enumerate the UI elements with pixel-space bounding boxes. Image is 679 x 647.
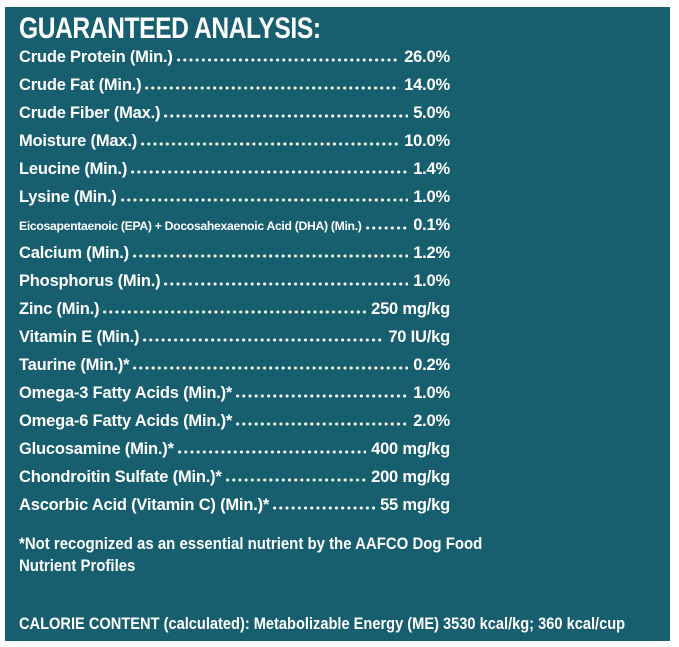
dot-leader [236, 394, 408, 398]
row-value: 1.4% [413, 160, 450, 178]
dot-leader [177, 58, 400, 62]
row-value: 400 mg/kg [371, 440, 450, 458]
row-label: Crude Fiber (Max.) [19, 104, 161, 122]
row-label: Vitamin E (Min.) [19, 328, 140, 346]
row-value: 250 mg/kg [371, 300, 450, 318]
dot-leader [145, 86, 399, 90]
dot-leader [143, 338, 383, 342]
analysis-row [19, 216, 450, 244]
analysis-row [19, 48, 450, 76]
analysis-row [19, 356, 450, 384]
analysis-row [19, 132, 450, 160]
dot-leader [273, 506, 375, 510]
analysis-row [19, 244, 450, 272]
dot-leader [178, 450, 366, 454]
row-value: 1.0% [413, 384, 450, 402]
analysis-row [19, 104, 450, 132]
footnote [19, 533, 592, 576]
row-label: Eicosapentaenoic (EPA) + Docosahexaenoic Acid (DHA) (Min.) [19, 219, 362, 233]
analysis-row [19, 300, 450, 328]
analysis-row [19, 188, 450, 216]
row-label: Leucine (Min.) [19, 160, 128, 178]
dot-leader [131, 170, 408, 174]
dot-leader [103, 310, 366, 314]
dot-leader [141, 142, 399, 146]
dot-leader [164, 282, 408, 286]
row-value: 70 IU/kg [388, 328, 450, 346]
row-value: 1.2% [413, 244, 450, 262]
analysis-row [19, 272, 450, 300]
row-value: 1.0% [413, 272, 450, 290]
row-value: 55 mg/kg [380, 496, 450, 514]
row-value: 2.0% [413, 412, 450, 430]
label-panel [5, 7, 670, 641]
row-value: 26.0% [404, 48, 450, 66]
analysis-row [19, 384, 450, 412]
analysis-row [19, 76, 450, 104]
section-title: GUARANTEED ANALYSIS: [19, 12, 321, 45]
row-label: Ascorbic Acid (Vitamin C) (Min.)* [19, 496, 270, 514]
dot-leader [121, 198, 409, 202]
analysis-row [19, 440, 450, 468]
analysis-rows [19, 48, 450, 524]
row-label: Chondroitin Sulfate (Min.)* [19, 468, 222, 486]
row-label: Omega-3 Fatty Acids (Min.)* [19, 384, 233, 402]
row-value: 0.1% [413, 216, 450, 234]
dot-leader [164, 114, 408, 118]
dot-leader [133, 366, 408, 370]
panel-inner [5, 7, 670, 576]
dot-leader [133, 254, 408, 258]
row-label: Calcium (Min.) [19, 244, 129, 262]
row-value: 200 mg/kg [371, 468, 450, 486]
row-label: Taurine (Min.)* [19, 356, 130, 374]
row-value: 14.0% [404, 76, 450, 94]
row-label: Crude Protein (Min.) [19, 48, 173, 66]
row-label: Omega-6 Fatty Acids (Min.)* [19, 412, 233, 430]
row-value: 0.2% [413, 356, 450, 374]
analysis-row [19, 160, 450, 188]
row-label: Moisture (Max.) [19, 132, 138, 150]
row-label: Lysine (Min.) [19, 188, 117, 206]
analysis-row [19, 468, 450, 496]
dot-leader [366, 226, 409, 230]
row-label: Crude Fat (Min.) [19, 76, 142, 94]
dot-leader [226, 478, 366, 482]
analysis-row [19, 412, 450, 440]
analysis-row [19, 496, 450, 524]
row-value: 10.0% [404, 132, 450, 150]
row-value: 1.0% [413, 188, 450, 206]
analysis-row [19, 328, 450, 356]
footnote-line-2: Nutrient Profiles [19, 555, 136, 575]
row-label: Glucosamine (Min.)* [19, 440, 174, 458]
footnote-line-1: *Not recognized as an essential nutrient by the AAFCO Dog Food [19, 534, 483, 553]
row-value: 5.0% [413, 104, 450, 122]
dot-leader [236, 422, 408, 426]
row-label: Zinc (Min.) [19, 300, 100, 318]
calorie-content-line: CALORIE CONTENT (calculated): Metabolizable Energy (ME) 3530 kcal/kg; 360 kcal/cup [19, 614, 626, 633]
row-label: Phosphorus (Min.) [19, 272, 161, 290]
